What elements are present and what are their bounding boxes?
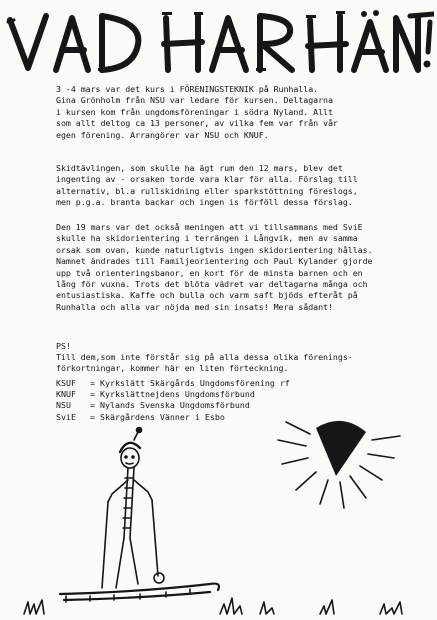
abbreviation-name: = Kyrkslättnejdens Ungdomsförbund	[90, 389, 255, 400]
abbreviation-name: = Kyrkslätt Skärgårds Ungdomsförening rf	[90, 378, 290, 388]
abbreviation-name: = Skärgårdens Vänner i Esbo	[90, 411, 225, 422]
abbreviation-code: SviE	[56, 411, 76, 422]
abbreviation-name: = Nylands Svenska Ungdomsförbund	[90, 400, 250, 411]
ps-label: PS!	[56, 341, 71, 351]
abbreviation-item	[56, 389, 290, 400]
paragraph-ski-competition: Skidtävlingen, som skulle ha ägt rum den 12 mars, blev det ingenting av - orsaken torde vara klar för alla. Förslag till alternativ, bl.a rullskidning eller sparkstöttning föreslogs, men p.g.a. branta backar och ingen is förföll dessa förslag.	[56, 163, 358, 208]
hand-lettered-title-icon	[6, 8, 434, 78]
paragraph-family-orienteering: Den 19 mars var det också meningen att vi tillsammans med SviE skulle ha skidorientering i terrängen i Långvik, men av samma orsak som ovan, kunde naturligtvis ingen skidorientering hållas. Namnet ändrades till Familjeorientering och Paul Kylander gjorde upp två orienteringsbanor, en kort för de minsta barnen och en lång för vuxna. Trots det blöta vädret var deltagarna många och entusiastiska. Kaffe och bulla och varm saft bjöds efteråt på Runhalla och alla var nöjda med sin insats! Mera sådant!	[56, 222, 373, 312]
abbreviation-item	[56, 400, 290, 411]
abbreviation-code: KNUF	[56, 389, 76, 400]
skier-under-sun-drawing-icon	[20, 418, 430, 616]
abbreviation-item	[56, 378, 290, 389]
abbreviation-list	[56, 378, 290, 423]
page-title-text	[0, 0, 1, 1]
ps-body: Till dem,som inte förstår sig på alla dessa olika förenings- förkortningar, kommer här en liten förteckning.	[56, 352, 353, 374]
abbreviation-code: NSU	[56, 400, 71, 411]
abbreviation-code: KSUF	[56, 378, 76, 388]
paragraph-course: 3 -4 mars var det kurs i FÖRENINGSTEKNIK på Runhalla. Gina Grönholm från NSU var ledare för kursen. Deltagarna i kursen kom från ungdomsföreningar i södra Nyland. Allt som allt deltog ca 13 personer, av vilka fem var från vår egen förening. Arrangörer var NSU och KNUF.	[56, 84, 338, 140]
